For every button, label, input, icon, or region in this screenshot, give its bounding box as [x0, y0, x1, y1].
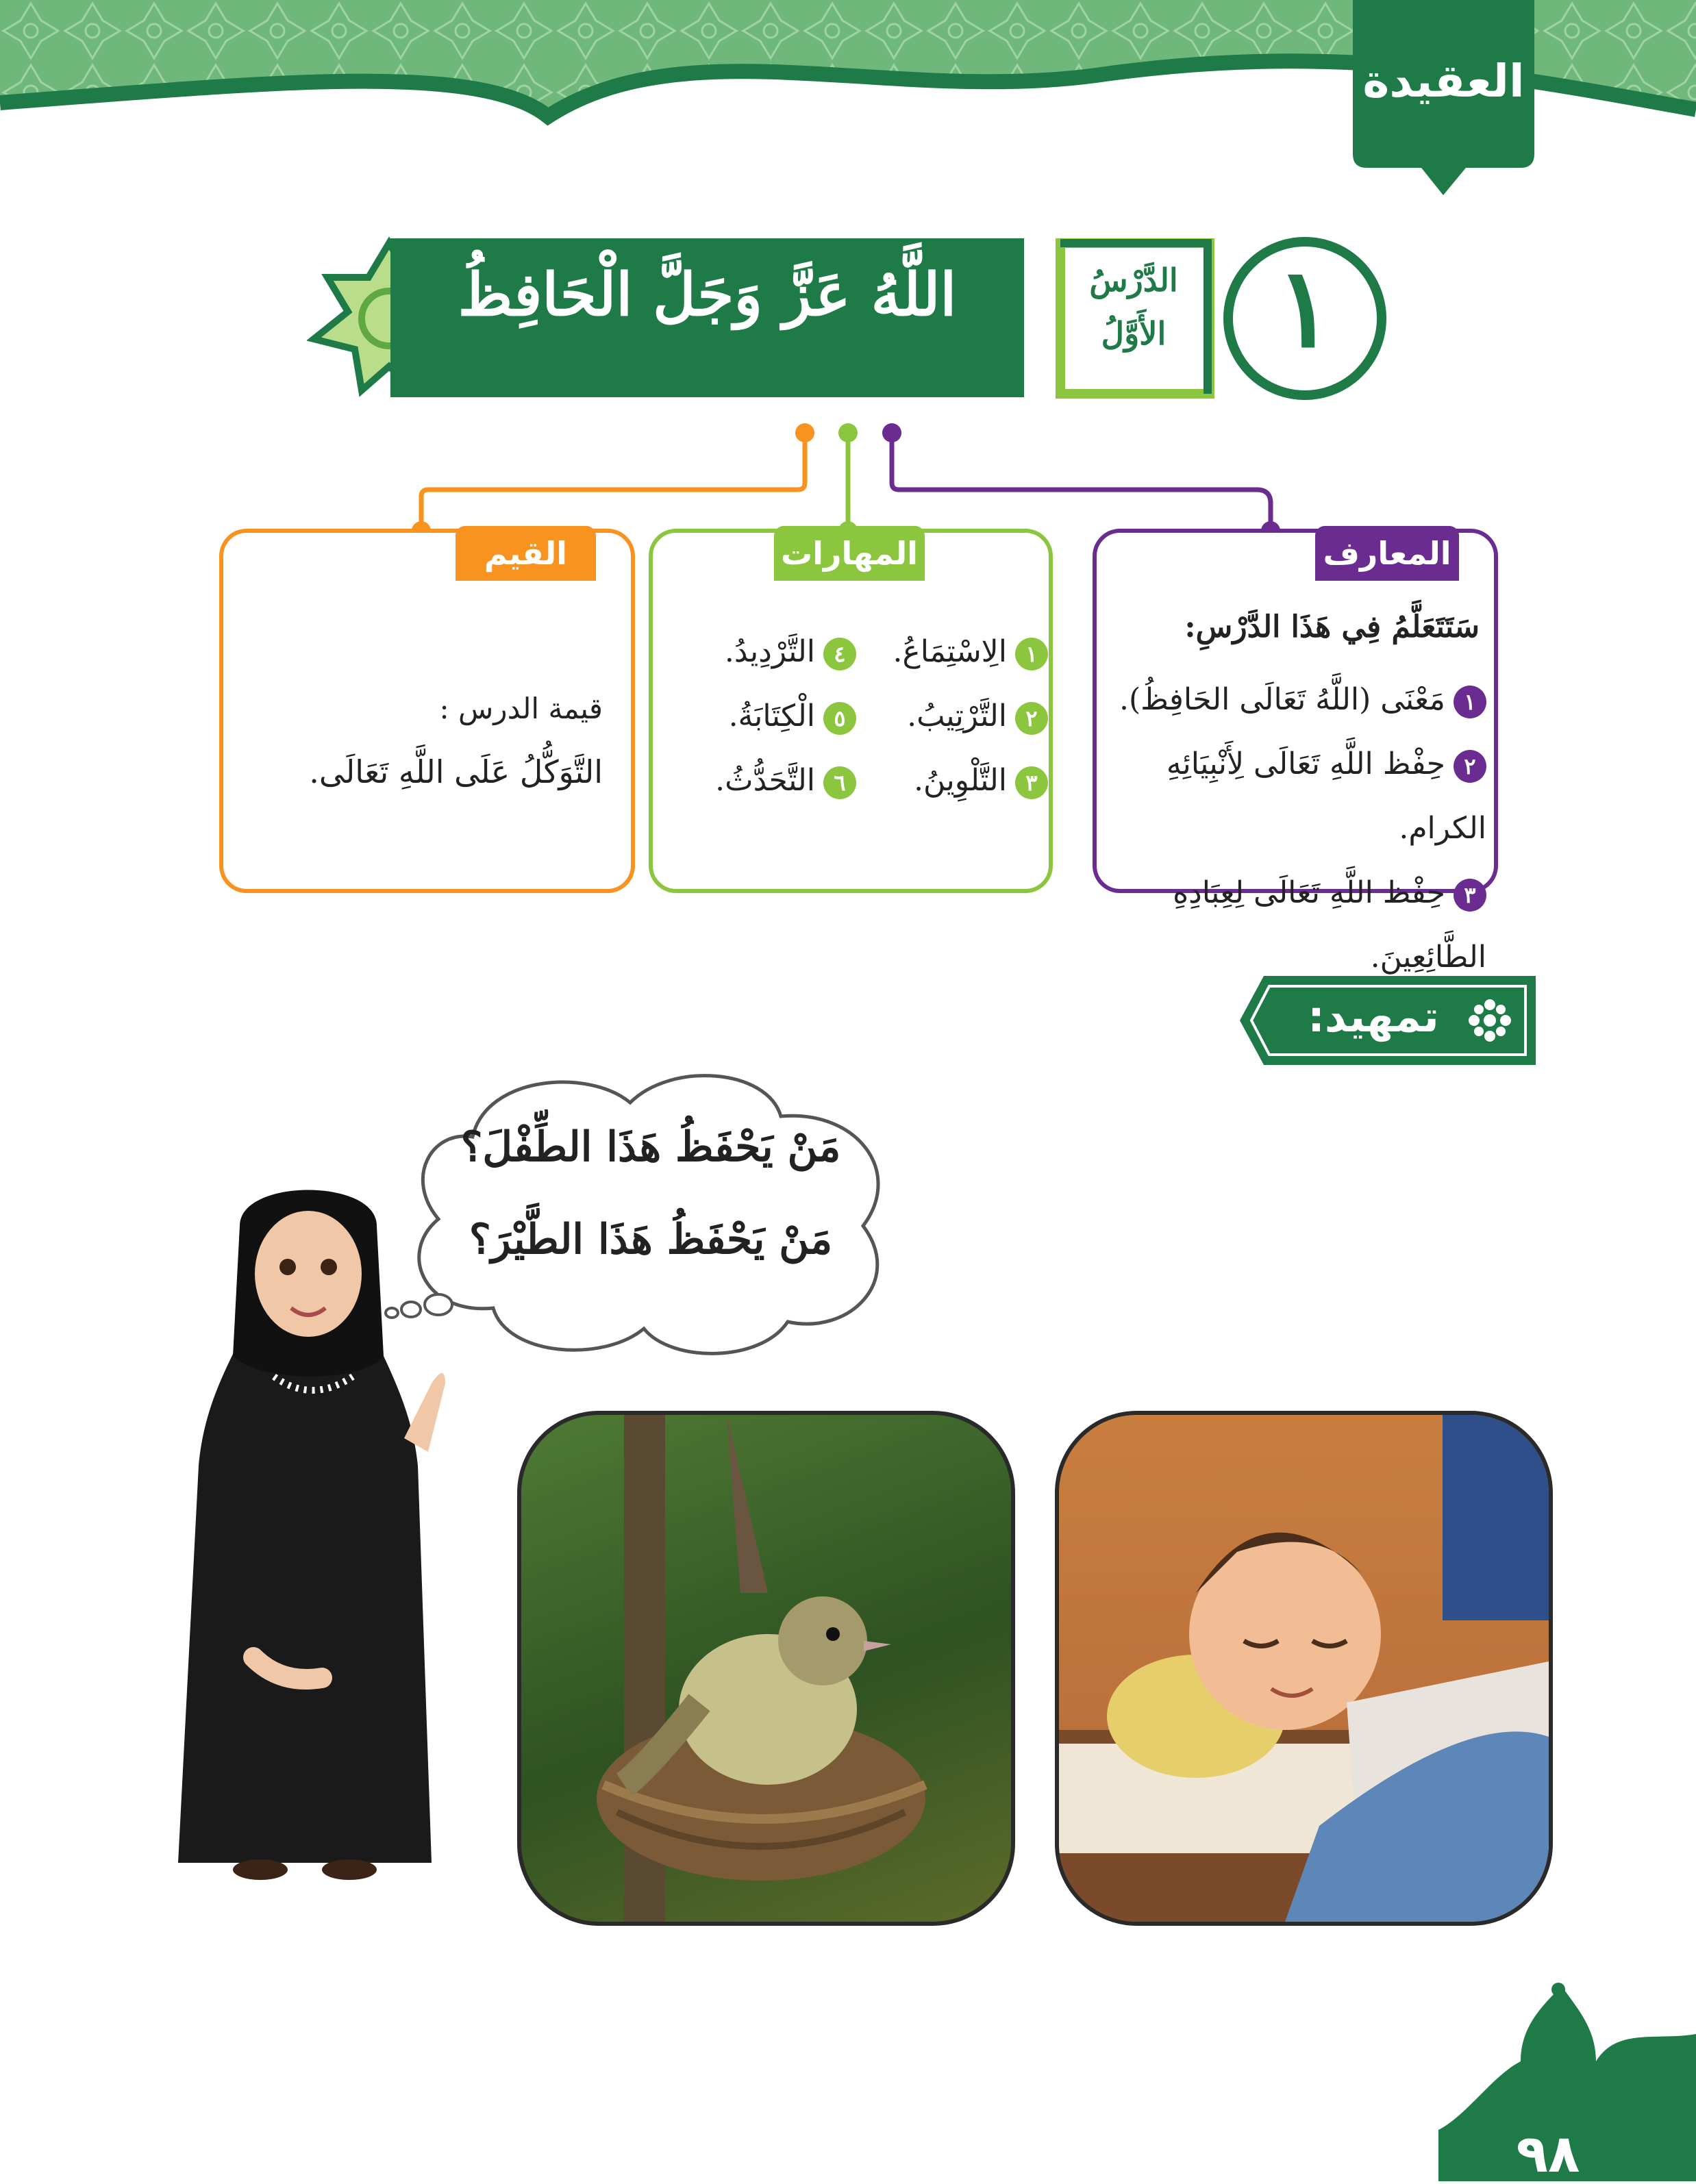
values-box-title: القيم: [456, 526, 596, 581]
list-item: [1096, 668, 1486, 732]
box-connectors: [411, 418, 1301, 541]
list-item: [1096, 732, 1486, 861]
list-number: ٦: [823, 766, 856, 799]
list-number: ٢: [1454, 750, 1486, 783]
bubble-line-2: مَنْ يَحْفَظُ هَذَا الطَّيْرَ؟: [469, 1216, 833, 1264]
lesson-ordinal-line2: الأَوَّلُ: [1101, 315, 1167, 352]
list-number: ٣: [1454, 879, 1486, 912]
list-text: مَعْنَى (اللَّهُ تَعَالَى الحَافِظُ).: [1119, 682, 1445, 717]
subject-label: العقيدة: [1362, 55, 1525, 108]
values-label: قيمة الدرس :: [439, 692, 603, 725]
list-item: [849, 620, 1048, 684]
list-number: ٢: [1015, 702, 1048, 735]
bird-on-nest-graphic: [521, 1415, 1011, 1922]
list-item: [849, 749, 1048, 813]
list-text: التَّلْوِينُ.: [914, 763, 1007, 798]
list-text: الِاسْتِمَاعُ.: [893, 634, 1007, 669]
list-text: حِفْظ اللَّهِ تَعَالَى لِعِبَادِهِ الطَّائِعِينَ.: [1173, 875, 1486, 975]
list-number: ١: [1454, 686, 1486, 718]
list-text: التَّرْتِيبُ.: [907, 699, 1007, 733]
list-number: ٥: [823, 702, 856, 735]
list-number: ٤: [823, 638, 856, 670]
lesson-number: ١: [1275, 243, 1334, 372]
knowledge-list: [1096, 668, 1486, 990]
bubble-line-1: مَنْ يَحْفَظُ هَذَا الطِّفْلَ؟: [460, 1123, 841, 1171]
list-text: حِفْظ اللَّهِ تَعَالَى لِأَنْبِيَائِهِ الكرام.: [1166, 746, 1486, 846]
list-text: التَّحَدُّثُ.: [715, 763, 815, 798]
teacher-illustration: [158, 1178, 514, 1918]
list-text: التَّرْدِيدُ.: [724, 634, 815, 669]
list-item: [658, 684, 856, 749]
knowledge-intro: سَتَتَعَلَّمُ فِي هَذَا الدَّرْسِ:: [1184, 610, 1480, 644]
lesson-ordinal: [1055, 253, 1212, 360]
sleeping-child-image: [1055, 1411, 1553, 1926]
list-number: ١: [1015, 638, 1048, 670]
list-item: [658, 620, 856, 684]
skills-col-left: [658, 620, 856, 813]
values-text: التَّوَكُّلُ عَلَى اللَّهِ تَعَالَى.: [309, 753, 603, 790]
list-item: [658, 749, 856, 813]
sleeping-child-graphic: [1059, 1415, 1549, 1922]
list-number: ٣: [1015, 766, 1048, 799]
list-text: الْكِتَابَةُ.: [728, 699, 815, 733]
list-item: [849, 684, 1048, 749]
lesson-ordinal-line1: الدَّرْسُ: [1089, 262, 1178, 299]
skills-box-title: المهارات: [774, 526, 925, 581]
list-item: [1096, 861, 1486, 990]
knowledge-box-title: المعارف: [1315, 526, 1459, 581]
intro-label: تمهيد:: [1308, 992, 1439, 1042]
bird-nest-image: [517, 1411, 1015, 1926]
skills-col-right: [849, 620, 1048, 813]
lesson-title: اللَّهُ عَزَّ وَجَلَّ الْحَافِظُ: [458, 260, 957, 329]
page-number: ٩٨: [1516, 2123, 1580, 2184]
